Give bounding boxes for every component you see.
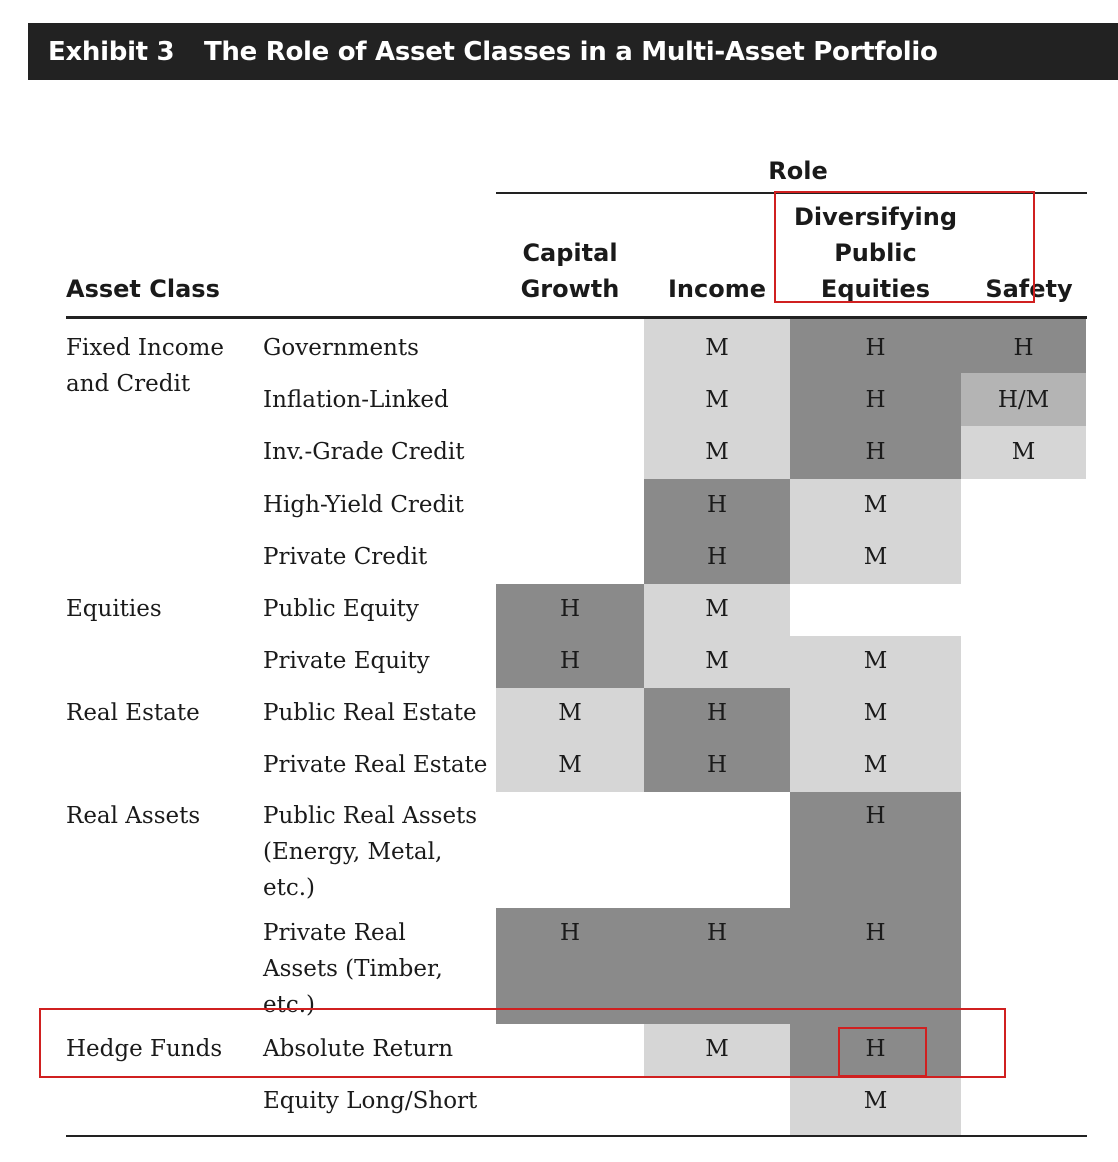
asset-group-label: Real Assets xyxy=(66,803,201,829)
cell-value: H xyxy=(1013,335,1034,361)
cell-value: M xyxy=(863,1088,888,1114)
cell-value: M xyxy=(863,492,888,518)
col-diversifying-line2: Public xyxy=(834,239,917,267)
cell-value: H xyxy=(559,596,581,622)
asset-label: Private Credit xyxy=(263,544,428,570)
asset-label: Public Real Assets xyxy=(263,803,478,829)
asset-class-header: Asset Class xyxy=(66,275,220,303)
cell-value: H xyxy=(865,439,886,465)
asset-label: Inflation-Linked xyxy=(263,387,449,413)
asset-label: (Energy, Metal, xyxy=(263,839,443,865)
cell-value: M xyxy=(705,439,729,465)
asset-group-label: Real Estate xyxy=(66,700,200,726)
asset-label: etc.) xyxy=(263,992,316,1018)
asset-group-label: Hedge Funds xyxy=(66,1036,223,1062)
role-divider xyxy=(496,192,1087,194)
col-income: Income xyxy=(667,275,766,303)
asset-label: Public Real Estate xyxy=(263,700,477,726)
cell-value: H xyxy=(865,335,886,361)
cell-value: M xyxy=(705,596,729,622)
cell-value: H xyxy=(706,752,728,778)
col-safety: Safety xyxy=(985,275,1073,303)
asset-group-label: and Credit xyxy=(66,371,191,397)
cell-value: H xyxy=(865,1036,886,1062)
col-diversifying-line3: Equities xyxy=(820,275,931,303)
exhibit-label: Exhibit 3 xyxy=(48,37,175,67)
cell-value: H xyxy=(706,920,728,946)
cell-value: M xyxy=(558,752,582,778)
asset-label: etc.) xyxy=(263,875,316,901)
cell-value: M xyxy=(558,700,582,726)
cell-value: H xyxy=(706,700,728,726)
asset-label: Absolute Return xyxy=(263,1036,454,1062)
cell-value: M xyxy=(1011,439,1036,465)
bottom-rule xyxy=(66,1135,1087,1137)
asset-label: Private Real Estate xyxy=(263,752,488,778)
cell-value: H xyxy=(706,544,728,570)
cell-value: M xyxy=(863,648,888,674)
asset-label: Public Equity xyxy=(263,596,419,622)
asset-label: High-Yield Credit xyxy=(263,492,464,518)
asset-label: Inv.-Grade Credit xyxy=(263,439,465,465)
asset-label: Assets (Timber, xyxy=(263,956,443,982)
cell-value: M xyxy=(705,387,729,413)
col-capital-growth-line2: Growth xyxy=(520,275,620,303)
col-diversifying-line1: Diversifying xyxy=(794,203,957,231)
cell-value: M xyxy=(863,700,888,726)
role-header: Role xyxy=(768,157,828,185)
cell-value: M xyxy=(705,1036,729,1062)
cell-value: H xyxy=(559,920,581,946)
cell-value: H xyxy=(865,387,886,413)
asset-label: Private Equity xyxy=(263,648,430,674)
cell-value: H/M xyxy=(997,387,1050,413)
asset-label: Equity Long/Short xyxy=(263,1088,478,1114)
cell-value: M xyxy=(705,335,729,361)
cell-value: H xyxy=(559,648,581,674)
cell-value: M xyxy=(705,648,729,674)
asset-group-label: Fixed Income xyxy=(66,335,224,361)
exhibit-title: The Role of Asset Classes in a Multi-Asset Portfolio xyxy=(204,37,938,67)
asset-group-label: Equities xyxy=(66,596,162,622)
asset-label: Governments xyxy=(263,335,419,361)
cell-value: M xyxy=(863,544,888,570)
col-capital-growth-line1: Capital xyxy=(522,239,618,267)
cell-value: H xyxy=(865,803,886,829)
cell-value: H xyxy=(865,920,886,946)
cell-value: M xyxy=(863,752,888,778)
asset-label: Private Real xyxy=(263,920,406,946)
cell-value: H xyxy=(706,492,728,518)
